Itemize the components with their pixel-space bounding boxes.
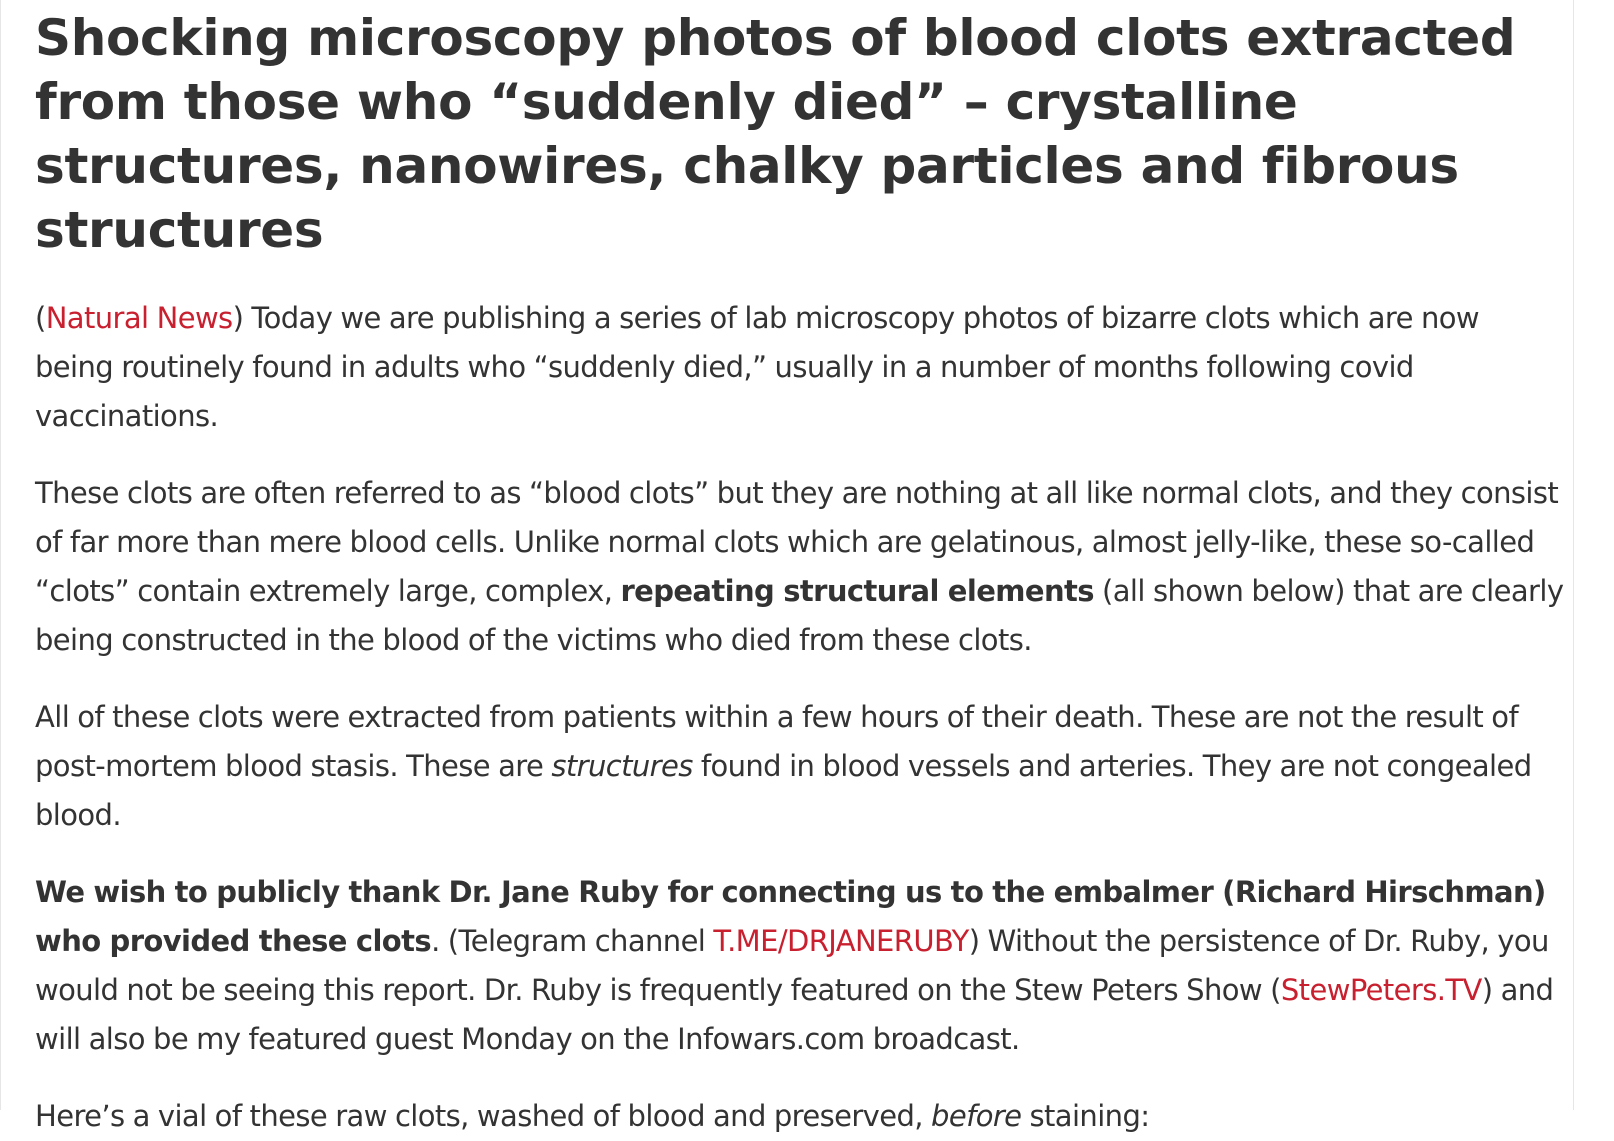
natural-news-link[interactable]: Natural News: [45, 301, 233, 335]
paragraph-text: (all shown below) that are clearly being constructed in the blood of the victims who died from these clots.: [35, 574, 1564, 657]
telegram-link[interactable]: T.ME/DRJANERUBY: [713, 924, 969, 958]
paragraph-text: All of these clots were extracted from patients within a few hours of their death. These are not the result of post-mortem blood stasis. These are: [35, 700, 1519, 783]
emphasis-italic: before: [931, 1099, 1022, 1133]
emphasis-bold: repeating structural elements: [620, 574, 1094, 608]
paragraph-text: . (Telegram channel: [431, 924, 714, 958]
article: [35, 6, 1565, 1141]
paragraph-text: found in blood vessels and arteries. They are not congealed blood.: [35, 749, 1532, 832]
stewpeters-link[interactable]: StewPeters.TV: [1280, 973, 1482, 1007]
paragraph-intro: [35, 294, 1565, 441]
emphasis-italic: structures: [551, 749, 693, 783]
paragraph-vial: [35, 1092, 1565, 1141]
paragraph-clots-description: [35, 469, 1565, 665]
article-title: Shocking microscopy photos of blood clots extracted from those who “suddenly died” – crystalline structures, nanowires, chalky particles and fibrous structures: [35, 9, 1516, 259]
paragraph-text: (: [35, 301, 46, 335]
emphasis-bold: We wish to publicly thank Dr. Jane Ruby for connecting us to the embalmer (Richard Hirschman) who provided these clots: [35, 875, 1546, 958]
paragraph-text: These clots are often referred to as “blood clots” but they are nothing at all like normal clots, and they consist of far more than mere blood cells. Unlike normal clots which are gelatinous, almost jelly-like, these so-called “clots” contain extremely large, complex,: [35, 476, 1559, 608]
paragraph-acknowledgement: [35, 868, 1565, 1064]
paragraph-text: ) Today we are publishing a series of lab microscopy photos of bizarre clots which are now being routinely found in adults who “suddenly died,” usually in a number of months following covid vaccinations.: [35, 301, 1479, 433]
paragraph-text: ) Without the persistence of Dr. Ruby, you would not be seeing this report. Dr. Ruby is frequently featured on the Stew Peters Show (: [35, 924, 1549, 1007]
paragraph-text: staining:: [1021, 1099, 1150, 1133]
paragraph-text: Here’s a vial of these raw clots, washed of blood and preserved,: [35, 1099, 932, 1133]
paragraph-extraction: [35, 693, 1565, 840]
paragraph-text: ) and will also be my featured guest Monday on the Infowars.com broadcast.: [35, 973, 1554, 1056]
